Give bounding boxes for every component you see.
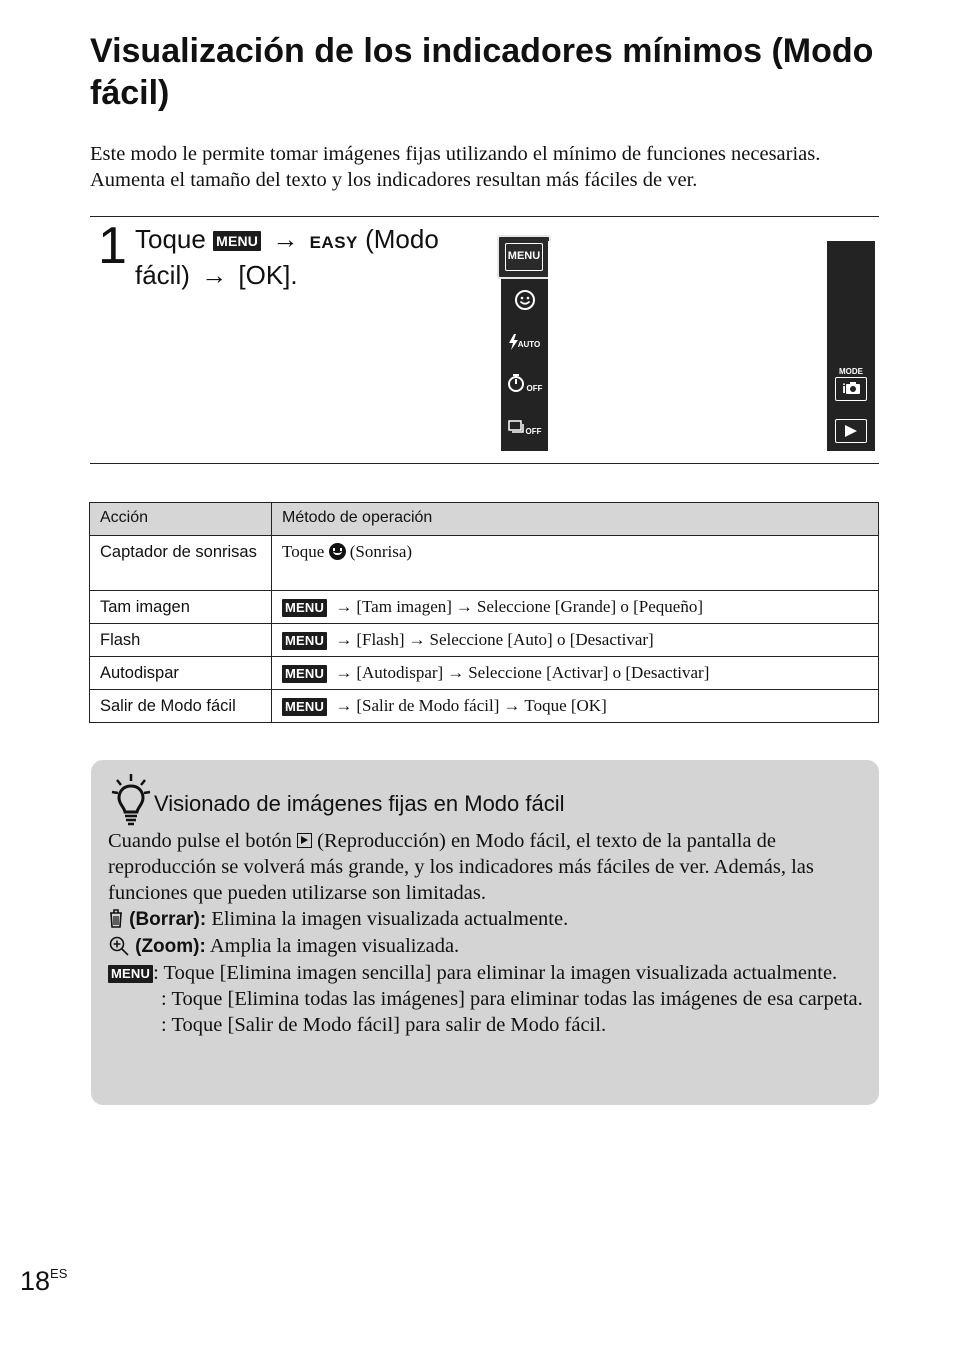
table-cell-method: Toque (Sonrisa) [272, 536, 879, 591]
table-row [90, 690, 879, 723]
table-row [90, 624, 879, 657]
easy-icon: EASY [309, 233, 358, 252]
divider-bottom [90, 463, 879, 464]
menu-icon: MENU [282, 632, 327, 650]
hint-paragraph: Cuando pulse el botón (Reproducción) en Modo fácil, el texto de la pantalla de reproducción se volverá más grande, y los indicadores más fáciles de ver. Además, las funciones que pueden utilizarse son limitadas. [108, 830, 814, 904]
page-number: $18^{ES}$ [20, 1266, 68, 1296]
table-header: Acción [90, 503, 272, 536]
table-cell-method: MENU → [Salir de Modo fácil] → Toque [OK] [272, 690, 879, 723]
step-part1: (Modo [365, 224, 439, 254]
mode-camera-icon[interactable]: i [835, 377, 867, 401]
flash-auto-icon[interactable]: AUTO [501, 334, 548, 350]
menu-icon: MENU [505, 243, 543, 271]
table-cell-action: Tam imagen [90, 591, 272, 624]
page-title: Visualización de los indicadores mínimos (Modo fácil) [90, 32, 874, 112]
table-row [90, 536, 879, 591]
hint-title: Visionado de imágenes fijas en Modo fácil [154, 791, 565, 816]
hint-menu-line: : Toque [Elimina todas las imágenes] para eliminar todas las imágenes de esa carpeta. [161, 988, 863, 1010]
hint-menu-line: MENU : Toque [Elimina imagen sencilla] para eliminar la imagen visualizada actualmente. [108, 960, 863, 986]
table-cell-method: MENU → [Tam imagen] → Seleccione [Grande] o [Pequeño] [272, 591, 879, 624]
menu-icon: MENU [282, 599, 327, 617]
table-row [90, 657, 879, 690]
camera-right-panel [827, 241, 875, 451]
mode-label: MODE [839, 367, 863, 376]
trash-icon [108, 908, 124, 928]
hint-zoom-line: (Zoom): Amplia la imagen visualizada. [108, 933, 863, 960]
lightbulb-hint-icon [109, 772, 153, 828]
menu-icon: MENU [213, 231, 261, 251]
smile-icon[interactable] [501, 289, 548, 316]
step-instruction [135, 223, 480, 291]
table-cell-method: MENU → [Flash] → Seleccione [Auto] o [Desactivar] [272, 624, 879, 657]
step-part3: [OK]. [238, 260, 298, 290]
play-icon[interactable] [835, 419, 867, 443]
table-cell-method: MENU → [Autodispar] → Seleccione [Activar] o [Desactivar] [272, 657, 879, 690]
table-cell-action: Captador de sonrisas [90, 536, 272, 591]
table-cell-action: Flash [90, 624, 272, 657]
hint-box [91, 760, 879, 1105]
table-cell-action: Salir de Modo fácil [90, 690, 272, 723]
smile-icon [329, 543, 346, 560]
menu-icon: MENU [108, 965, 153, 983]
hint-body [108, 828, 863, 1038]
hint-menu-line: : Toque [Salir de Modo fácil] para salir de Modo fácil. [161, 1014, 607, 1036]
step-part2: fácil) [135, 260, 190, 290]
camera-screen [501, 241, 875, 451]
table-cell-action: Autodispar [90, 657, 272, 690]
menu-icon: MENU [282, 698, 327, 716]
zoom-icon [108, 936, 130, 956]
self-timer-off-icon[interactable]: OFF [501, 373, 548, 396]
table-row [90, 591, 879, 624]
table-header-row [90, 503, 879, 536]
operations-table [89, 502, 879, 723]
step-prefix: Toque [135, 224, 206, 254]
hint-borrar-line: (Borrar): Elimina la imagen visualizada actualmente. [108, 906, 863, 933]
arrow-icon: → [201, 260, 228, 290]
camera-left-panel [501, 241, 548, 451]
camera-viewfinder [548, 241, 827, 451]
intro-paragraph: Este modo le permite tomar imágenes fijas utilizando el mínimo de funciones necesarias. Aumenta el tamaño del texto y los indicadores resultan más fáciles de ver. [90, 143, 821, 191]
menu-icon: MENU [282, 665, 327, 683]
step-number: 1 [98, 217, 127, 275]
burst-off-icon[interactable]: OFF [501, 420, 548, 439]
divider-top [90, 216, 879, 217]
play-icon [297, 833, 312, 848]
camera-menu-button[interactable] [497, 235, 551, 279]
arrow-icon: → [272, 224, 299, 254]
table-header: Método de operación [272, 503, 879, 536]
